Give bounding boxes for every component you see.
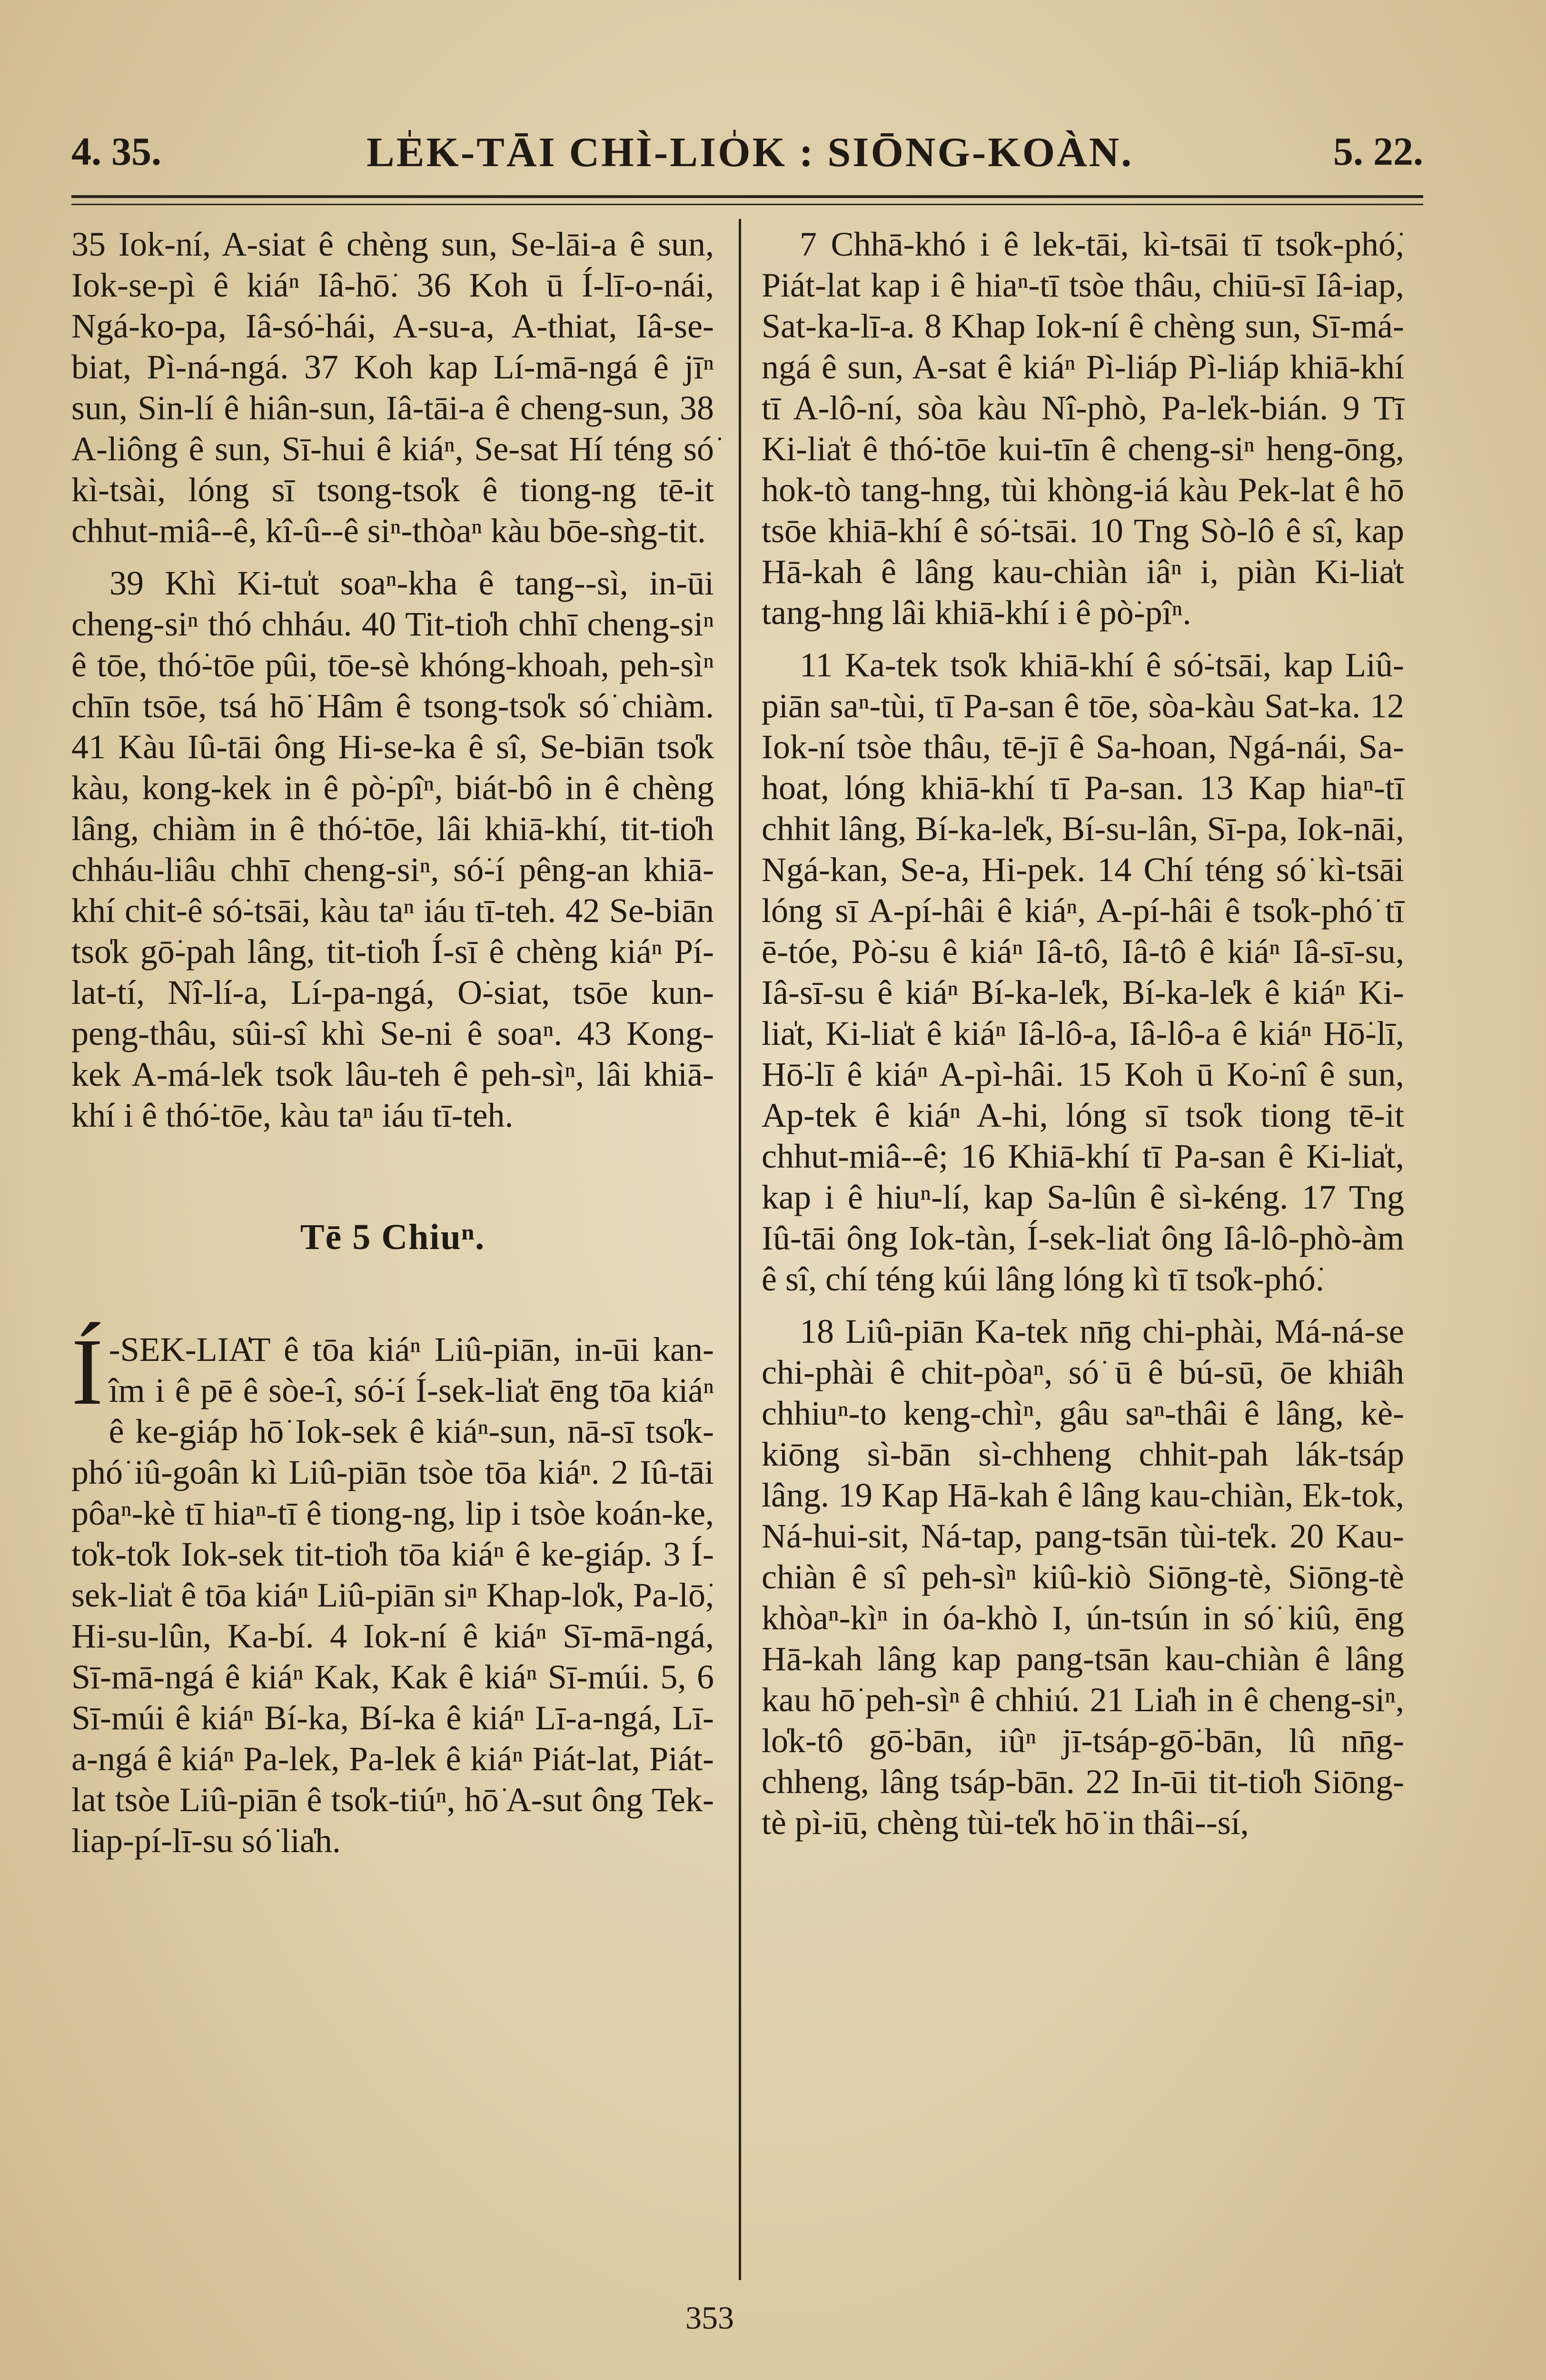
column-divider	[739, 219, 741, 2280]
opening-text: -SEK-LIA̍T ê tōa kiáⁿ Liû-piān, in-ūi kan-îm i ê pē ê sòe-î, só͘-í Í-sek-lia̍t ēng tōa kiáⁿ ê ke-giáp hō͘ Iok-sek ê kiáⁿ-sun, nā-sī tso̍k-phó͘ iû-goân kì Liû-piān tsòe tōa kiáⁿ. 2 Iû-tāi pôaⁿ-kè tī hiaⁿ-tī ê tiong-ng, lip i tsòe koán-ke, to̍k-to̍k Iok-sek tit-tio̍h tōa kiáⁿ ê ke-giáp. 3 Í-sek-lia̍t ê tōa kiáⁿ Liû-piān siⁿ Khap-lo̍k, Pa-lō͘, Hi-su-lûn, Ka-bí. 4 Iok-ní ê kiáⁿ Sī-mā-ngá, Sī-mā-ngá ê kiáⁿ Kak, Kak ê kiáⁿ Sī-múi. 5, 6 Sī-múi ê kiáⁿ Bí-ka, Bí-ka ê kiáⁿ Lī-a-ngá, Lī-a-ngá ê kiáⁿ Pa-lek, Pa-lek ê kiáⁿ Piát-lat, Piát-lat tsòe Liû-piān ê tso̍k-tiúⁿ, hō͘ A-sut ông Tek-liap-pí-lī-su só͘ lia̍h.	[71, 1330, 714, 1860]
header-rule-thick	[71, 195, 1423, 198]
page-number: 353	[685, 2300, 734, 2336]
paragraph-verses-18-22: 18 Liû-piān Ka-tek nn̄g chi-phài, Má-ná-se chi-phài ê chit-pòaⁿ, só͘ ū ê bú-sū, ōe khiâh chhiuⁿ-to keng-chìⁿ, gâu saⁿ-thâi ê lâng, kè-kiōng sì-bān sì-chheng chhit-pah lák-tsáp lâng. 19 Kap Hā-kah ê lâng kau-chiàn, Ek-tok, Ná-hui-sit, Ná-tap, pang-tsān tùi-te̍k. 20 Kau-chiàn ê sî peh-sìⁿ kiû-kiò Siōng-tè, Siōng-tè khòaⁿ-kìⁿ in óa-khò I, ún-tsún in só͘ kiû, ēng Hā-kah lâng kap pang-tsān kau-chiàn ê lâng kau hō͘ peh-sìⁿ ê chhiú. 21 Lia̍h in ê cheng-siⁿ, lo̍k-tô gō͘-bān, iûⁿ jī-tsáp-gō͘-bān, lû nn̄g-chheng, lâng tsáp-bān. 22 In-ūi tit-tio̍h Siōng-tè pì-iū, chèng tùi-te̍k hō͘ in thâi--sí,	[762, 1312, 1404, 1842]
header-title: LE̍K-TĀI CHÌ-LIO̍K : SIŌNG-KOÀN.	[367, 129, 1134, 176]
paragraph-verses-35-38: 35 Iok-ní, A-siat ê chèng sun, Se-lāi-a ê sun, Iok-se-pì ê kiáⁿ Iâ-hō͘. 36 Koh ū Í-lī-o-nái, Ngá-ko-pa, Iâ-só͘-hái, A-su-a, A-thiat, Iâ-se-biat, Pì-ná-ngá. 37 Koh kap Lí-mā-ngá ê jīⁿ sun, Sin-lí ê hiân-sun, Iâ-tāi-a ê cheng-sun, 38 A-liông ê sun, Sī-hui ê kiáⁿ, Se-sat Hí téng só͘ kì-tsài, lóng sī tsong-tso̍k ê tiong-ng tē-it chhut-miâ--ê, kî-û--ê siⁿ-thòaⁿ kàu bōe-sǹg-tit.	[71, 225, 714, 550]
chapter-heading: Tē 5 Chiuⁿ.	[300, 1217, 486, 1257]
header-rule-thin	[71, 204, 1423, 205]
header-left-reference: 4. 35.	[71, 129, 161, 174]
paragraph-verses-7-10: 7 Chhā-khó i ê lek-tāi, kì-tsāi tī tso̍k-phó͘, Piát-lat kap i ê hiaⁿ-tī tsòe thâu, chiū-sī Iâ-iap, Sat-ka-lī-a. 8 Khap Iok-ní ê chèng sun, Sī-má-ngá ê sun, A-sat ê kiáⁿ Pì-liáp Pì-liáp khiā-khí tī A-lô-ní, sòa kàu Nî-phò, Pa-le̍k-bián. 9 Tī Ki-lia̍t ê thó͘-tōe kui-tīn ê cheng-siⁿ heng-ōng, hok-tò tang-hng, tùi khòng-iá kàu Pek-lat ê hō tsōe khiā-khí ê só͘-tsāi. 10 Tng Sò-lô ê sî, kap Hā-kah ê lâng kau-chiàn iâⁿ i, piàn Ki-lia̍t tang-hng lâi khiā-khí i ê pò͘-pîⁿ.	[762, 225, 1404, 632]
running-header	[71, 129, 1423, 186]
header-right-reference: 5. 22.	[1333, 129, 1423, 174]
right-column	[762, 224, 1404, 1854]
left-column	[71, 224, 714, 1873]
paragraph-verses-11-17: 11 Ka-tek tso̍k khiā-khí ê só͘-tsāi, kap Liû-piān saⁿ-tùi, tī Pa-san ê tōe, sòa-kàu Sat-ka. 12 Iok-ní tsòe thâu, tē-jī ê Sa-hoan, Ngá-nái, Sa-hoat, lóng khiā-khí tī Pa-san. 13 Kap hiaⁿ-tī chhit lâng, Bí-ka-le̍k, Bí-su-lân, Sī-pa, Iok-nāi, Ngá-kan, Se-a, Hi-pek. 14 Chí téng só͘ kì-tsāi lóng sī A-pí-hâi ê kiáⁿ, A-pí-hâi ê tso̍k-phó͘ tī ē-tóe, Pò͘-su ê kiáⁿ Iâ-tô, Iâ-tô ê kiáⁿ Iâ-sī-su, Iâ-sī-su ê kiáⁿ Bí-ka-le̍k, Bí-ka-le̍k ê kiáⁿ Ki-lia̍t, Ki-lia̍t ê kiáⁿ Iâ-lô-a, Iâ-lô-a ê kiáⁿ Hō͘-lī, Hō͘-lī ê kiáⁿ A-pì-hâi. 15 Koh ū Ko͘-nî ê sun, Ap-tek ê kiáⁿ A-hi, lóng sī tso̍k tiong tē-it chhut-miâ--ê; 16 Khiā-khí tī Pa-san ê Ki-lia̍t, kap i ê hiuⁿ-lí, kap Sa-lûn ê sì-kéng. 17 Tng Iû-tāi ông Iok-tàn, Í-sek-lia̍t ông Iâ-lô-phò-àm ê sî, chí téng kúi lâng lóng kì tī tso̍k-phó͘.	[762, 646, 1404, 1298]
paragraph-chapter-5-opening	[71, 1319, 714, 1861]
paragraph-verses-39-43: 39 Khì Ki-tu̍t soaⁿ-kha ê tang--sì, in-ūi cheng-siⁿ thó chháu. 40 Tit-tio̍h chhī cheng-siⁿ ê tōe, thó͘-tōe pûi, tōe-sè khóng-khoah, peh-sìⁿ chīn tsōe, tsá hō͘ Hâm ê tsong-tso̍k só͘ chiàm. 41 Kàu Iû-tāi ông Hi-se-ka ê sî, Se-biān tso̍k kàu, kong-kek in ê pò͘-pîⁿ, biát-bô in ê chèng lâng, chiàm in ê thó͘-tōe, lâi khiā-khí, tit-tio̍h chháu-liâu chhī cheng-siⁿ, só͘-í pêng-an khiā-khí chit-ê só͘-tsāi, kàu taⁿ iáu tī-teh. 42 Se-biān tso̍k gō͘-pah lâng, tit-tio̍h Í-sī ê chèng kiáⁿ Pí-lat-tí, Nî-lí-a, Lí-pa-ngá, O͘-siat, tsōe kun-peng-thâu, sûi-sî khì Se-ni ê soaⁿ. 43 Kong-kek A-má-le̍k tso̍k lâu-teh ê peh-sìⁿ, lâi khiā-khí i ê thó͘-tōe, kàu taⁿ iáu tī-teh.	[71, 564, 714, 1134]
drop-cap: Í	[71, 1319, 103, 1425]
